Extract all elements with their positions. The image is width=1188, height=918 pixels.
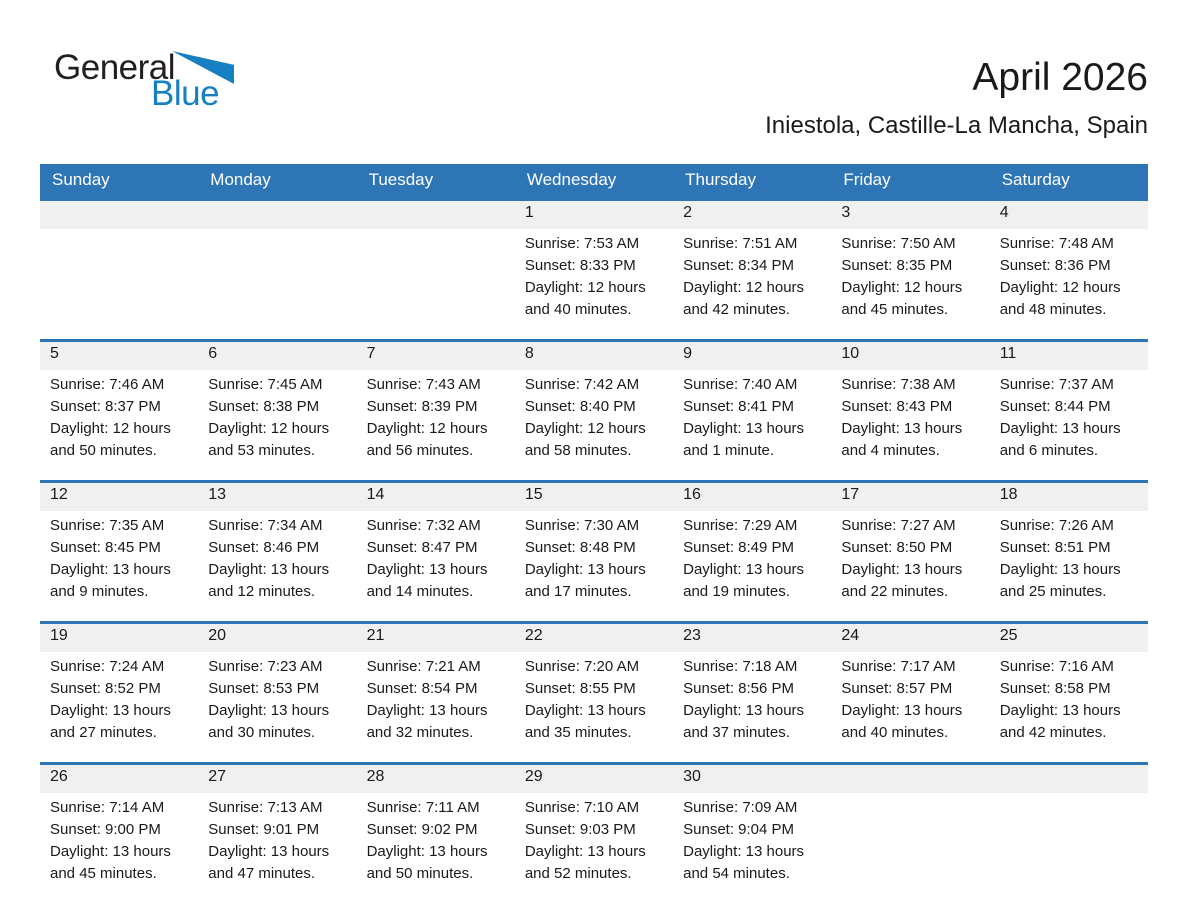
daylight-text-cont: and 14 minutes.	[366, 583, 474, 600]
sunset-text: Sunset: 8:39 PM	[366, 398, 478, 415]
weekday-header-wednesday: Wednesday	[515, 164, 673, 200]
daylight-text: Daylight: 13 hours	[366, 843, 488, 860]
day-cell	[40, 764, 198, 904]
empty-day-cell	[357, 200, 515, 341]
day-cell	[198, 482, 356, 623]
sunset-text: Sunset: 8:57 PM	[841, 680, 953, 697]
sunset-text: Sunset: 8:48 PM	[524, 539, 636, 556]
day-cell	[515, 200, 673, 341]
day-details	[198, 652, 356, 762]
daylight-text: Daylight: 13 hours	[50, 561, 171, 578]
day-number-strip: 17	[831, 483, 989, 511]
day-number-strip: 20	[198, 624, 356, 652]
sunset-text: Sunset: 9:01 PM	[208, 821, 320, 838]
day-details	[40, 793, 198, 903]
empty-day-cell	[40, 200, 198, 341]
daylight-text: Daylight: 12 hours	[366, 420, 488, 437]
sunrise-text: Sunrise: 7:09 AM	[683, 799, 798, 816]
daylight-text: Daylight: 13 hours	[999, 702, 1121, 719]
daylight-text: Daylight: 12 hours	[524, 420, 646, 437]
sunrise-text: Sunrise: 7:34 AM	[208, 517, 323, 534]
sunrise-text: Sunrise: 7:20 AM	[524, 658, 640, 675]
daylight-text-cont: and 45 minutes.	[841, 301, 949, 318]
sunset-text: Sunset: 8:55 PM	[524, 680, 636, 697]
day-cell	[673, 764, 831, 904]
day-number-strip: 13	[198, 483, 356, 511]
title-block	[765, 50, 1148, 140]
day-number-strip	[198, 201, 356, 229]
calendar-body	[40, 200, 1148, 904]
calendar-table	[40, 164, 1148, 903]
day-cell	[198, 623, 356, 764]
day-number-strip: 3	[831, 201, 989, 229]
day-details	[831, 229, 989, 339]
daylight-text: Daylight: 13 hours	[841, 420, 963, 437]
day-number-strip: 15	[515, 483, 673, 511]
day-number-strip: 8	[515, 342, 673, 370]
daylight-text: Daylight: 12 hours	[683, 279, 805, 296]
daylight-text: Daylight: 13 hours	[683, 561, 805, 578]
daylight-text: Daylight: 13 hours	[841, 702, 963, 719]
day-cell	[40, 623, 198, 764]
daylight-text-cont: and 37 minutes.	[683, 724, 790, 741]
sunrise-text: Sunrise: 7:21 AM	[366, 658, 481, 675]
week-row-5	[40, 764, 1148, 904]
daylight-text: Daylight: 13 hours	[999, 561, 1121, 578]
sunset-text: Sunset: 8:33 PM	[524, 257, 636, 274]
daylight-text: Daylight: 12 hours	[999, 279, 1121, 296]
day-cell	[357, 764, 515, 904]
day-number-strip: 30	[673, 765, 831, 793]
daylight-text: Daylight: 13 hours	[208, 561, 330, 578]
day-details	[990, 229, 1148, 339]
daylight-text: Daylight: 13 hours	[683, 702, 805, 719]
daylight-text-cont: and 30 minutes.	[208, 724, 316, 741]
sunset-text: Sunset: 9:03 PM	[524, 821, 636, 838]
day-number-strip: 10	[831, 342, 989, 370]
day-cell	[673, 623, 831, 764]
daylight-text-cont: and 58 minutes.	[524, 442, 632, 459]
daylight-text: Daylight: 13 hours	[366, 702, 488, 719]
weekday-header-thursday: Thursday	[673, 164, 831, 200]
day-details	[515, 652, 673, 762]
day-cell	[673, 482, 831, 623]
daylight-text: Daylight: 13 hours	[524, 561, 646, 578]
sunrise-text: Sunrise: 7:40 AM	[683, 376, 798, 393]
daylight-text: Daylight: 13 hours	[683, 843, 805, 860]
daylight-text-cont: and 17 minutes.	[524, 583, 632, 600]
sunset-text: Sunset: 8:43 PM	[841, 398, 953, 415]
week-row-2	[40, 341, 1148, 482]
day-details	[990, 511, 1148, 621]
day-cell	[990, 482, 1148, 623]
sunrise-text: Sunrise: 7:23 AM	[208, 658, 323, 675]
day-details	[40, 652, 198, 762]
day-number-strip	[990, 765, 1148, 793]
day-number-strip: 12	[40, 483, 198, 511]
daylight-text: Daylight: 13 hours	[841, 561, 963, 578]
sunrise-text: Sunrise: 7:14 AM	[50, 799, 165, 816]
day-cell	[198, 764, 356, 904]
sunrise-text: Sunrise: 7:10 AM	[524, 799, 640, 816]
day-number-strip: 24	[831, 624, 989, 652]
sunrise-text: Sunrise: 7:46 AM	[50, 376, 165, 393]
daylight-text-cont: and 52 minutes.	[524, 865, 632, 882]
daylight-text-cont: and 4 minutes.	[841, 442, 940, 459]
sunrise-text: Sunrise: 7:51 AM	[683, 235, 798, 252]
day-details	[40, 370, 198, 480]
sunrise-text: Sunrise: 7:35 AM	[50, 517, 165, 534]
daylight-text-cont: and 54 minutes.	[683, 865, 790, 882]
day-number-strip: 18	[990, 483, 1148, 511]
day-cell	[357, 482, 515, 623]
logo-word-general: General	[54, 48, 176, 87]
day-number-strip: 14	[357, 483, 515, 511]
sunset-text: Sunset: 8:37 PM	[50, 398, 161, 415]
day-details	[198, 511, 356, 621]
sunset-text: Sunset: 8:50 PM	[841, 539, 953, 556]
sunrise-text: Sunrise: 7:24 AM	[50, 658, 165, 675]
daylight-text-cont: and 50 minutes.	[366, 865, 474, 882]
day-details	[990, 793, 1148, 903]
day-number-strip: 27	[198, 765, 356, 793]
day-cell	[831, 623, 989, 764]
page-subtitle: Iniestola, Castille-La Mancha, Spain	[765, 112, 1148, 139]
day-cell	[990, 623, 1148, 764]
daylight-text: Daylight: 13 hours	[524, 702, 646, 719]
day-details	[40, 229, 198, 339]
day-details	[515, 370, 673, 480]
day-details	[40, 511, 198, 621]
daylight-text-cont: and 50 minutes.	[50, 442, 157, 459]
day-number-strip: 26	[40, 765, 198, 793]
sunrise-text: Sunrise: 7:48 AM	[999, 235, 1114, 252]
week-row-1	[40, 200, 1148, 341]
sunrise-text: Sunrise: 7:13 AM	[208, 799, 323, 816]
day-cell	[990, 200, 1148, 341]
day-number-strip: 25	[990, 624, 1148, 652]
day-number-strip: 22	[515, 624, 673, 652]
weekday-header-saturday: Saturday	[990, 164, 1148, 200]
sunset-text: Sunset: 9:02 PM	[366, 821, 478, 838]
day-details	[515, 229, 673, 339]
sunset-text: Sunset: 8:38 PM	[208, 398, 320, 415]
daylight-text: Daylight: 12 hours	[208, 420, 330, 437]
day-details	[198, 370, 356, 480]
daylight-text: Daylight: 12 hours	[50, 420, 171, 437]
day-details	[357, 511, 515, 621]
day-cell	[515, 623, 673, 764]
day-cell	[831, 341, 989, 482]
day-cell	[515, 341, 673, 482]
weekday-header-row	[40, 164, 1148, 200]
day-number-strip: 21	[357, 624, 515, 652]
day-cell	[673, 200, 831, 341]
general-blue-logo	[54, 50, 284, 111]
day-details	[673, 229, 831, 339]
day-number-strip: 4	[990, 201, 1148, 229]
day-details	[990, 652, 1148, 762]
daylight-text-cont: and 42 minutes.	[999, 724, 1107, 741]
day-cell	[990, 341, 1148, 482]
daylight-text: Daylight: 13 hours	[524, 843, 646, 860]
sunrise-text: Sunrise: 7:50 AM	[841, 235, 956, 252]
sunset-text: Sunset: 8:52 PM	[50, 680, 161, 697]
day-details	[198, 229, 356, 339]
day-number-strip: 28	[357, 765, 515, 793]
sunset-text: Sunset: 8:54 PM	[366, 680, 478, 697]
daylight-text: Daylight: 13 hours	[999, 420, 1121, 437]
sunset-text: Sunset: 8:34 PM	[683, 257, 795, 274]
day-details	[357, 370, 515, 480]
daylight-text-cont: and 35 minutes.	[524, 724, 632, 741]
sunrise-text: Sunrise: 7:53 AM	[524, 235, 640, 252]
sunset-text: Sunset: 8:58 PM	[999, 680, 1111, 697]
masthead	[40, 0, 1148, 158]
sunrise-text: Sunrise: 7:26 AM	[999, 517, 1114, 534]
day-cell	[198, 341, 356, 482]
daylight-text-cont: and 45 minutes.	[50, 865, 157, 882]
daylight-text-cont: and 47 minutes.	[208, 865, 316, 882]
daylight-text: Daylight: 13 hours	[50, 702, 171, 719]
day-cell	[831, 482, 989, 623]
sunset-text: Sunset: 9:00 PM	[50, 821, 161, 838]
day-number-strip: 1	[515, 201, 673, 229]
sunset-text: Sunset: 8:40 PM	[524, 398, 636, 415]
day-details	[831, 652, 989, 762]
day-details	[673, 793, 831, 903]
day-number-strip	[357, 201, 515, 229]
daylight-text: Daylight: 13 hours	[366, 561, 488, 578]
week-row-3	[40, 482, 1148, 623]
day-number-strip: 19	[40, 624, 198, 652]
day-details	[831, 793, 989, 903]
day-details	[357, 652, 515, 762]
day-number-strip: 6	[198, 342, 356, 370]
sunset-text: Sunset: 8:46 PM	[208, 539, 320, 556]
sunrise-text: Sunrise: 7:38 AM	[841, 376, 956, 393]
daylight-text: Daylight: 12 hours	[841, 279, 963, 296]
sunset-text: Sunset: 8:47 PM	[366, 539, 478, 556]
sunset-text: Sunset: 8:53 PM	[208, 680, 320, 697]
day-cell	[40, 341, 198, 482]
daylight-text: Daylight: 12 hours	[524, 279, 646, 296]
daylight-text-cont: and 40 minutes.	[841, 724, 949, 741]
sunset-text: Sunset: 8:56 PM	[683, 680, 795, 697]
day-details	[673, 652, 831, 762]
day-cell	[831, 200, 989, 341]
daylight-text: Daylight: 13 hours	[208, 702, 330, 719]
daylight-text-cont: and 22 minutes.	[841, 583, 949, 600]
sunset-text: Sunset: 8:49 PM	[683, 539, 795, 556]
sunrise-text: Sunrise: 7:37 AM	[999, 376, 1114, 393]
sunrise-text: Sunrise: 7:32 AM	[366, 517, 481, 534]
daylight-text-cont: and 27 minutes.	[50, 724, 157, 741]
weekday-header-friday: Friday	[831, 164, 989, 200]
day-cell	[515, 482, 673, 623]
weekday-header-tuesday: Tuesday	[357, 164, 515, 200]
empty-day-cell	[990, 764, 1148, 904]
sunrise-text: Sunrise: 7:29 AM	[683, 517, 798, 534]
day-details	[831, 511, 989, 621]
daylight-text-cont: and 48 minutes.	[999, 301, 1107, 318]
empty-day-cell	[198, 200, 356, 341]
day-details	[198, 793, 356, 903]
daylight-text-cont: and 40 minutes.	[524, 301, 632, 318]
day-number-strip: 5	[40, 342, 198, 370]
day-cell	[40, 482, 198, 623]
day-number-strip: 29	[515, 765, 673, 793]
daylight-text-cont: and 56 minutes.	[366, 442, 474, 459]
day-details	[673, 511, 831, 621]
daylight-text-cont: and 42 minutes.	[683, 301, 790, 318]
sunrise-text: Sunrise: 7:11 AM	[366, 799, 480, 816]
week-row-4	[40, 623, 1148, 764]
sunrise-text: Sunrise: 7:43 AM	[366, 376, 481, 393]
sunset-text: Sunset: 8:44 PM	[999, 398, 1111, 415]
daylight-text: Daylight: 13 hours	[683, 420, 805, 437]
day-cell	[357, 623, 515, 764]
sunrise-text: Sunrise: 7:16 AM	[999, 658, 1114, 675]
daylight-text: Daylight: 13 hours	[208, 843, 330, 860]
daylight-text-cont: and 19 minutes.	[683, 583, 790, 600]
sunrise-text: Sunrise: 7:42 AM	[524, 376, 640, 393]
empty-day-cell	[831, 764, 989, 904]
day-number-strip: 9	[673, 342, 831, 370]
weekday-header-monday: Monday	[198, 164, 356, 200]
day-number-strip: 11	[990, 342, 1148, 370]
day-cell	[515, 764, 673, 904]
day-number-strip: 2	[673, 201, 831, 229]
daylight-text-cont: and 25 minutes.	[999, 583, 1107, 600]
sunrise-text: Sunrise: 7:17 AM	[841, 658, 956, 675]
day-number-strip	[831, 765, 989, 793]
daylight-text-cont: and 1 minute.	[683, 442, 775, 459]
day-number-strip: 16	[673, 483, 831, 511]
sunset-text: Sunset: 8:35 PM	[841, 257, 953, 274]
day-details	[831, 370, 989, 480]
sunrise-text: Sunrise: 7:27 AM	[841, 517, 956, 534]
sunrise-text: Sunrise: 7:18 AM	[683, 658, 798, 675]
day-number-strip: 7	[357, 342, 515, 370]
daylight-text-cont: and 12 minutes.	[208, 583, 316, 600]
sunset-text: Sunset: 8:51 PM	[999, 539, 1111, 556]
weekday-header-sunday: Sunday	[40, 164, 198, 200]
daylight-text-cont: and 32 minutes.	[366, 724, 474, 741]
day-details	[515, 511, 673, 621]
day-details	[357, 229, 515, 339]
daylight-text-cont: and 6 minutes.	[999, 442, 1099, 459]
day-details	[673, 370, 831, 480]
day-details	[515, 793, 673, 903]
day-details	[357, 793, 515, 903]
daylight-text: Daylight: 13 hours	[50, 843, 171, 860]
sunset-text: Sunset: 9:04 PM	[683, 821, 795, 838]
daylight-text-cont: and 9 minutes.	[50, 583, 149, 600]
logo-word-blue: Blue	[151, 74, 220, 113]
sunrise-text: Sunrise: 7:30 AM	[524, 517, 640, 534]
sunrise-text: Sunrise: 7:45 AM	[208, 376, 323, 393]
sunset-text: Sunset: 8:36 PM	[999, 257, 1111, 274]
day-number-strip	[40, 201, 198, 229]
sunset-text: Sunset: 8:45 PM	[50, 539, 161, 556]
day-cell	[357, 341, 515, 482]
daylight-text-cont: and 53 minutes.	[208, 442, 316, 459]
page-title: April 2026	[972, 56, 1148, 99]
sunset-text: Sunset: 8:41 PM	[683, 398, 795, 415]
day-number-strip: 23	[673, 624, 831, 652]
day-cell	[673, 341, 831, 482]
day-details	[990, 370, 1148, 480]
